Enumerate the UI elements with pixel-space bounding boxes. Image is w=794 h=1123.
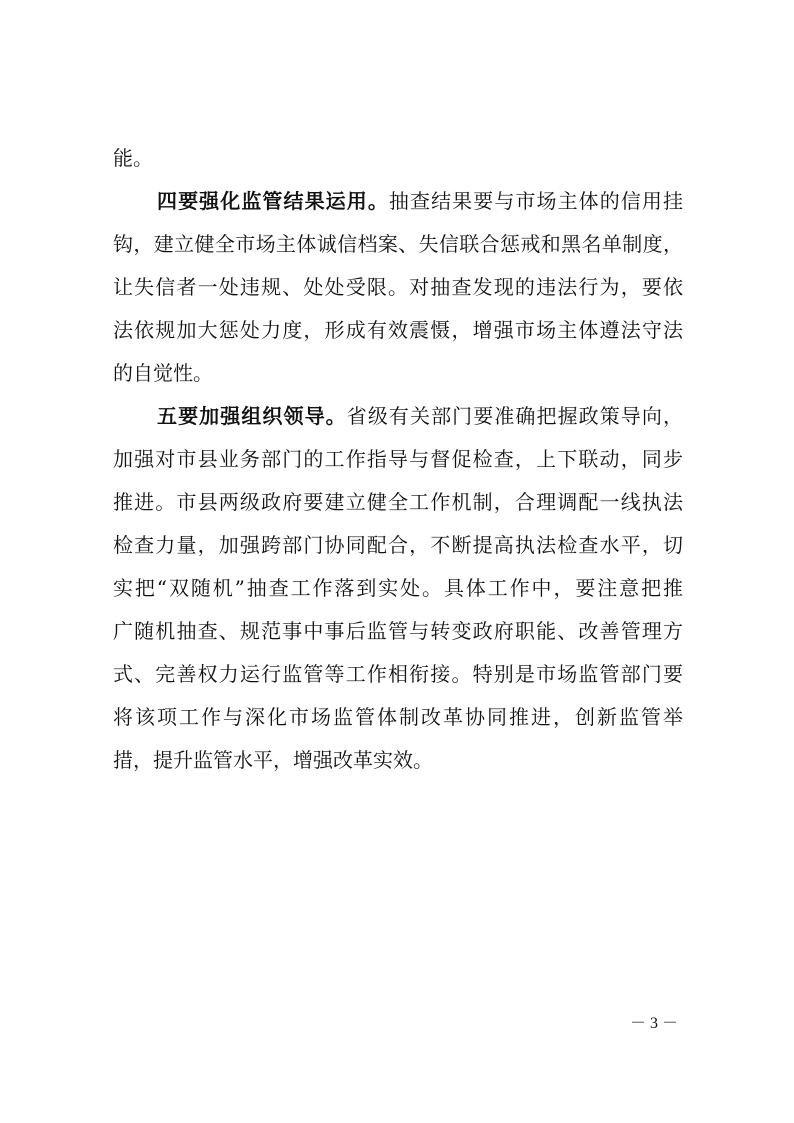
line-text: 抽查结果要与市场主体的信用挂 — [388, 189, 684, 213]
paragraph-line — [113, 484, 683, 520]
line-text: 能。 — [113, 146, 153, 170]
line-text: 推进。市县两级政府要建立健全工作机制，合理调配一线执法 — [113, 490, 683, 514]
paragraph-line — [113, 312, 683, 348]
line-text: 钩，建立健全市场主体诚信档案、失信联合惩戒和黑名单制度， — [113, 232, 683, 256]
paragraph-line — [113, 269, 683, 305]
paragraph-line — [113, 742, 683, 778]
paragraph-line — [157, 183, 683, 219]
line-text: 措，提升监管水平，增强改革实效。 — [113, 748, 433, 772]
line-text: 将该项工作与深化市场监管体制改革协同推进，创新监管举 — [113, 705, 683, 729]
paragraph-line — [113, 355, 683, 391]
paragraph-line — [113, 570, 683, 606]
section-heading-5: 五要加强组织领导。 — [157, 404, 347, 428]
page-number: － 3 － — [630, 1015, 679, 1032]
line-text: 实把“双随机”抽查工作落到实处。具体工作中，要注意把推 — [113, 576, 683, 600]
paragraph-line — [113, 140, 683, 176]
line-text: 让失信者一处违规、处处受限。对抽查发现的违法行为，要依 — [113, 275, 683, 299]
section-heading-4: 四要强化监管结果运用。 — [157, 189, 389, 213]
line-text: 检查力量，加强跨部门协同配合，不断提高执法检查水平，切 — [113, 533, 683, 557]
paragraph-line — [113, 656, 683, 692]
line-text: 法依规加大惩处力度，形成有效震慑，增强市场主体遵法守法 — [113, 318, 683, 342]
paragraph-line — [113, 226, 683, 262]
line-text: 加强对市县业务部门的工作指导与督促检查，上下联动，同步 — [113, 447, 683, 471]
line-text: 广随机抽查、规范事中事后监管与转变政府职能、改善管理方 — [113, 619, 683, 643]
paragraph-line — [113, 699, 683, 735]
paragraph-line — [113, 613, 683, 649]
paragraph-line — [157, 398, 683, 434]
line-text: 式、完善权力运行监管等工作相衔接。特别是市场监管部门要 — [113, 662, 683, 686]
line-text: 的自觉性。 — [113, 361, 213, 385]
line-text: 省级有关部门要准确把握政策导向， — [346, 404, 683, 428]
paragraph-line — [113, 527, 683, 563]
paragraph-line — [113, 441, 683, 477]
